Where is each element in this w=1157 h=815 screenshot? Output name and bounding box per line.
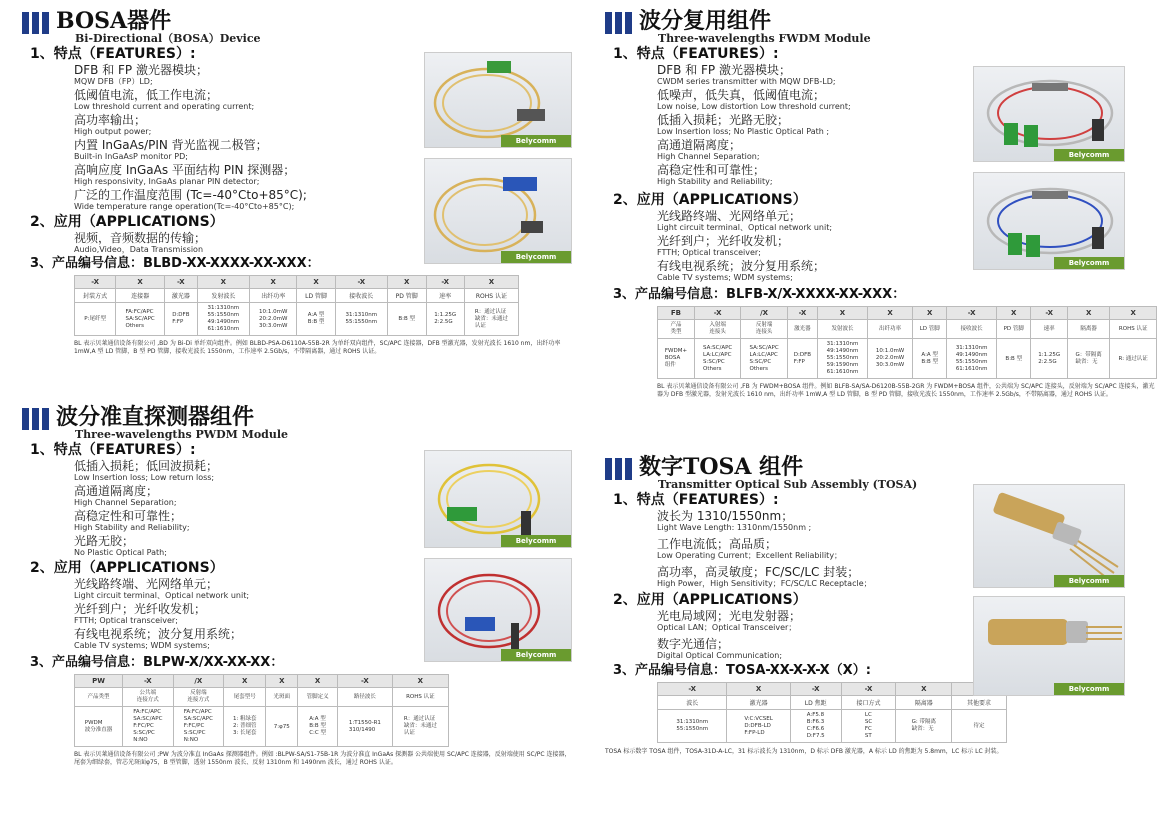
table-value-cell bbox=[694, 339, 740, 379]
table-value-cell bbox=[116, 303, 165, 336]
table-value-cell bbox=[1110, 339, 1157, 379]
table-value-cell bbox=[75, 707, 123, 747]
app-en: Cable TV systems; WDM systems; bbox=[74, 641, 210, 650]
table-value-text: 10:1.0mW 20:2.0mW 30:3.0mW bbox=[875, 348, 905, 368]
table-head-cell: -X bbox=[338, 675, 393, 688]
table-value-text: 31:1310nm 49:1490nm 55:1550nm 61:1610nm bbox=[955, 344, 988, 372]
table-label-cell: 封装方式 bbox=[75, 289, 116, 303]
table-label-cell: PD 管脚 bbox=[387, 289, 426, 303]
table-label-cell bbox=[694, 320, 740, 339]
right-column bbox=[605, 0, 1157, 815]
table-row bbox=[75, 303, 519, 336]
table-head-cell: X bbox=[249, 276, 297, 289]
table-row bbox=[658, 339, 1157, 379]
table-value-cell bbox=[841, 710, 896, 743]
feature-en: CWDM series transmitter with MQW DFB-LD; bbox=[657, 77, 836, 86]
app-en: Digital Optical Communication; bbox=[657, 651, 783, 660]
fiber-coil-icon bbox=[974, 67, 1125, 162]
table-value-text: 1:1.25G 2:2.5G bbox=[1038, 351, 1061, 365]
table-label-text: ROHS 认证 bbox=[1118, 326, 1148, 332]
table-label-cell bbox=[123, 688, 174, 707]
feature-en: High Stability and Reliability; bbox=[657, 177, 773, 186]
table-header-row bbox=[658, 683, 1007, 696]
table-value-text: 10:1.0mW 20:2.0mW 30:3.0mW bbox=[259, 308, 288, 329]
table-head-cell: FB bbox=[658, 307, 695, 320]
table-head-cell: X bbox=[997, 307, 1031, 320]
table-value-text: 31:1310nm 49:1490nm 55:1550nm 59:1590nm 61:1610nm bbox=[826, 341, 859, 375]
feature-cn: DFB 和 FP 激光器模块； bbox=[74, 63, 208, 77]
tosa-apps bbox=[657, 609, 957, 661]
tosa-code-table bbox=[657, 682, 1007, 743]
feature-en: High Stability and Reliability; bbox=[74, 523, 190, 532]
pwdm-subtitle: Three-wavelengths PWDM Module bbox=[75, 428, 289, 441]
feature-en: Light Wave Length: 1310nm/1550nm ; bbox=[657, 523, 812, 532]
feature-en: High responsivity, InGaAs planar PIN detector; bbox=[74, 177, 260, 186]
table-value-cell bbox=[164, 303, 197, 336]
bosa-product-photo-2 bbox=[424, 158, 572, 264]
feature-cn: 波长为 1310/1550nm； bbox=[657, 509, 794, 523]
pwdm-apps-heading: 2、应用（APPLICATIONS） bbox=[30, 560, 224, 576]
table-value-cell bbox=[658, 710, 727, 743]
tosa-device-icon bbox=[974, 597, 1125, 696]
brand-logo: Belycomm bbox=[501, 649, 571, 661]
brand-logo: Belycomm bbox=[1054, 149, 1124, 161]
feature-cn: 低插入损耗；光路无胶； bbox=[657, 113, 790, 127]
table-value-text: FA:FC/APC SA:SC/APC F:FC/PC S:SC/PC N:NO bbox=[133, 709, 163, 743]
table-label-cell bbox=[266, 688, 298, 707]
table-value-cell bbox=[896, 710, 952, 743]
pwdm-note: BL 表示贝莱通信设备有限公司 ;PW 为波分准直 InGaAs 探测器组件。例如 :BLPW-SA/S1-75B-1R 为波分准直 InGaAs 探测器 公共端使用 SC/APC 连接器，反射端使用 SC/PC 连接器，尾套为细绿套，管芯光斑面φ75，B 型管脚，透射 1550nm 波长、反射 1310nm 和 1490nm 波长，通过 ROHS 认证。 bbox=[74, 751, 571, 766]
table-head-cell: X bbox=[913, 307, 947, 320]
table-label-cell bbox=[1031, 320, 1067, 339]
table-head-cell: -X bbox=[164, 276, 197, 289]
fwdm-apps-heading: 2、应用（APPLICATIONS） bbox=[613, 192, 807, 208]
fwdm-title: 波分复用组件 bbox=[639, 8, 772, 34]
tosa-features-heading: 1、特点（FEATURES）: bbox=[613, 492, 779, 508]
table-value-cell bbox=[426, 303, 464, 336]
table-label-text: 反射端 连接头 bbox=[755, 322, 773, 335]
table-value-cell bbox=[298, 707, 338, 747]
tosa-note: TOSA 标示数字 TOSA 组件，TOSA-31D-A-LC，31 标示波长为 1310nm，D 标示 DFB 激光器，A 标示 LD 的焦距为 5.8mm，LC 标示 LC 封装。 bbox=[605, 748, 1003, 755]
table-label-cell: ROHS 认证 bbox=[464, 289, 518, 303]
table-label-cell bbox=[997, 320, 1031, 339]
table-head-cell: X bbox=[197, 276, 249, 289]
bosa-header bbox=[22, 8, 582, 34]
table-label-text: PD 管脚 bbox=[1003, 326, 1024, 332]
table-row bbox=[658, 320, 1157, 339]
title-bars-icon bbox=[605, 458, 632, 480]
table-value-text: R：通过认证 缺省：未通过 认证 bbox=[403, 716, 437, 736]
table-value-cell bbox=[658, 339, 695, 379]
app-en: FTTH; Optical transceiver; bbox=[657, 248, 761, 257]
app-cn: 有线电视系统；波分复用系统； bbox=[657, 259, 826, 273]
table-value-cell bbox=[338, 707, 393, 747]
bosa-features bbox=[74, 63, 374, 212]
table-head-cell: -X bbox=[787, 307, 817, 320]
feature-en: Built-in InGaAsP monitor PD; bbox=[74, 152, 188, 161]
table-value-cell bbox=[867, 339, 912, 379]
table-value-cell bbox=[790, 710, 841, 743]
app-cn: 光纤到户；光纤收发机； bbox=[74, 602, 207, 616]
table-label-text: 路径波长 bbox=[353, 694, 376, 700]
table-value-text: 1: 粗绿套 2: 普细管 3: 长尾套 bbox=[232, 716, 257, 736]
pwdm-title: 波分准直探测器组件 bbox=[56, 404, 255, 430]
pwdm-product-photo-2 bbox=[424, 558, 572, 662]
table-label-cell bbox=[1110, 320, 1157, 339]
feature-cn: 高响应度 InGaAs 平面结构 PIN 探测器； bbox=[74, 163, 296, 177]
table-head-cell: X bbox=[896, 683, 952, 696]
table-value-cell bbox=[387, 303, 426, 336]
table-label-cell: 速率 bbox=[426, 289, 464, 303]
app-en: Light circuit terminal、Optical network unit; bbox=[74, 591, 250, 600]
table-value-cell bbox=[913, 339, 947, 379]
table-head-cell: X bbox=[727, 683, 790, 696]
table-value-cell bbox=[1031, 339, 1067, 379]
app-en: Audio,Video，Data Transmission bbox=[74, 245, 204, 254]
app-cn: 有线电视系统；波分复用系统； bbox=[74, 627, 243, 641]
fwdm-header bbox=[605, 8, 1157, 34]
fiber-coil-icon bbox=[974, 173, 1125, 270]
feature-cn: 高通道隔离度； bbox=[74, 484, 159, 498]
table-label-text: 尾套型号 bbox=[233, 694, 256, 700]
fwdm-product-photo-2 bbox=[973, 172, 1125, 270]
table-head-cell: X bbox=[1110, 307, 1157, 320]
table-label-cell: 出纤功率 bbox=[249, 289, 297, 303]
title-bars-icon bbox=[22, 12, 49, 34]
table-head-cell: /X bbox=[173, 675, 224, 688]
table-head-cell: X bbox=[392, 675, 448, 688]
table-label-text: 产品类型 bbox=[87, 694, 110, 700]
fwdm-code-table bbox=[657, 306, 1157, 379]
app-cn: 数字光通信； bbox=[657, 637, 730, 651]
app-en: Cable TV systems; WDM systems; bbox=[657, 273, 793, 282]
tosa-features bbox=[657, 509, 957, 589]
fwdm-features bbox=[657, 63, 957, 187]
table-value-text: 31:1310nm 55:1550nm bbox=[676, 719, 709, 732]
table-value-cell bbox=[266, 707, 298, 747]
feature-cn: 高功率输出； bbox=[74, 113, 147, 127]
table-label-cell: 连接器 bbox=[116, 289, 165, 303]
brand-logo: Belycomm bbox=[1054, 575, 1124, 587]
table-head-cell: X bbox=[1067, 307, 1109, 320]
feature-cn: 工作电流低；高品质； bbox=[657, 537, 778, 551]
feature-cn: 低阈值电流，低工作电流； bbox=[74, 88, 219, 102]
fiber-coil-icon bbox=[425, 159, 572, 264]
table-label-cell: LD 管脚 bbox=[297, 289, 335, 303]
bosa-features-heading: 1、特点（FEATURES）: bbox=[30, 46, 196, 62]
table-value-cell bbox=[727, 710, 790, 743]
feature-cn: 内置 InGaAs/PIN 背光监视二极管； bbox=[74, 138, 268, 152]
tosa-header bbox=[605, 454, 1157, 480]
app-cn: 视频，音频数据的传输； bbox=[74, 231, 207, 245]
feature-en: Low noise, Low distortion Low threshold current; bbox=[657, 102, 851, 111]
table-value-text: FA:FC/APC SA:SC/APC F:FC/PC S:SC/PC N:NO bbox=[183, 709, 213, 743]
table-label-text: LD 管脚 bbox=[919, 326, 940, 332]
feature-cn: 低噪声，低失真，低阈值电流； bbox=[657, 88, 826, 102]
fwdm-subtitle: Three-wavelengths FWDM Module bbox=[658, 32, 871, 45]
fwdm-apps bbox=[657, 209, 957, 283]
fwdm-features-heading: 1、特点（FEATURES）: bbox=[613, 46, 779, 62]
table-label-text: 出纤功率 bbox=[879, 326, 902, 332]
feature-cn: 高通道隔离度； bbox=[657, 138, 742, 152]
table-label-cell: 激光器 bbox=[727, 696, 790, 710]
brand-logo: Belycomm bbox=[1054, 683, 1124, 695]
feature-cn: 低插入损耗；低回波损耗； bbox=[74, 459, 219, 473]
table-value-cell bbox=[335, 303, 387, 336]
table-value-cell bbox=[787, 339, 817, 379]
table-value-text: 7:φ75 bbox=[273, 723, 290, 730]
table-row bbox=[658, 696, 1007, 710]
table-value-text: A:A 型 B:B 型 bbox=[307, 312, 325, 325]
app-cn: 光线路终端、光网络单元； bbox=[74, 577, 219, 591]
pwdm-header bbox=[22, 404, 582, 430]
table-head-cell: X bbox=[818, 307, 868, 320]
table-label-text: 公共端 连接方式 bbox=[136, 690, 159, 703]
table-label-cell: LD 焦距 bbox=[790, 696, 841, 710]
table-label-text: ROHS 认证 bbox=[406, 694, 435, 700]
fwdm-product-photo-1 bbox=[973, 66, 1125, 162]
table-label-cell bbox=[947, 320, 997, 339]
table-label-text: 产品 类型 bbox=[670, 322, 682, 335]
table-value-text: SA:SC/APC LA:LC/APC S:SC/PC Others bbox=[749, 344, 779, 372]
bosa-apps bbox=[74, 231, 374, 255]
table-value-text: G：带隔离 缺省：无 bbox=[1075, 351, 1102, 365]
table-label-text: 接收波长 bbox=[960, 326, 983, 332]
feature-cn: 高稳定性和可靠性； bbox=[657, 163, 766, 177]
tosa-product-photo-1 bbox=[973, 484, 1125, 588]
table-head-cell: /X bbox=[741, 307, 787, 320]
tosa-title: 数字TOSA 组件 bbox=[639, 454, 804, 480]
feature-en: Wide temperature range operation(Tc=-40°Cto+85°C); bbox=[74, 202, 295, 211]
table-head-cell: -X bbox=[123, 675, 174, 688]
table-value-text: V:C:VCSEL D:DFB-LD F:FP-LD bbox=[744, 715, 773, 736]
feature-cn: 高功率，高灵敏度；FC/SC/LC 封装； bbox=[657, 565, 860, 579]
table-value-text: PWDM 波分准直器 bbox=[84, 719, 113, 733]
table-label-cell bbox=[867, 320, 912, 339]
pwdm-features-heading: 1、特点（FEATURES）: bbox=[30, 442, 196, 458]
table-label-cell bbox=[338, 688, 393, 707]
table-value-cell bbox=[224, 707, 266, 747]
table-value-cell bbox=[818, 339, 868, 379]
feature-en: MQW DFB（FP）LD; bbox=[74, 77, 153, 86]
feature-cn: 广泛的工作温度范围 (Tc=-40°Cto+85°C); bbox=[74, 188, 307, 202]
feature-en: Low threshold current and operating current; bbox=[74, 102, 255, 111]
bosa-apps-heading: 2、应用（APPLICATIONS） bbox=[30, 214, 224, 230]
fiber-coil-icon bbox=[425, 559, 572, 662]
table-label-cell: 接收波长 bbox=[335, 289, 387, 303]
table-label-cell: 接口方式 bbox=[841, 696, 896, 710]
feature-cn: 光路无胶； bbox=[74, 534, 135, 548]
app-en: Optical LAN；Optical Transceiver； bbox=[657, 623, 797, 632]
fiber-coil-icon bbox=[425, 53, 572, 148]
app-cn: 光电局域网；光电发射器； bbox=[657, 609, 802, 623]
table-label-cell bbox=[392, 688, 448, 707]
table-value-cell bbox=[173, 707, 224, 747]
table-label-cell: 波长 bbox=[658, 696, 727, 710]
table-value-text: A:A 型 B:B 型 bbox=[921, 351, 939, 365]
table-value-text: G: 带隔离 缺省：无 bbox=[911, 719, 936, 732]
table-value-text: D:DFB F:FP bbox=[793, 351, 812, 365]
table-head-cell: X bbox=[297, 276, 335, 289]
tosa-code-heading: 3、产品编号信息：TOSA-XX-X-X-X（X）: bbox=[613, 663, 871, 678]
tosa-subtitle: Transmitter Optical Sub Assembly (TOSA) bbox=[658, 478, 918, 491]
app-en: FTTH; Optical transceiver; bbox=[74, 616, 178, 625]
app-cn: 光纤到户；光纤收发机； bbox=[657, 234, 790, 248]
brand-logo: Belycomm bbox=[501, 251, 571, 263]
table-value-text: FA:FC/APC SA:SC/APC Others bbox=[125, 308, 155, 329]
table-label-cell: 隔离器 bbox=[896, 696, 952, 710]
table-value-cell bbox=[1067, 339, 1109, 379]
table-row bbox=[75, 688, 449, 707]
table-header-row bbox=[75, 675, 449, 688]
table-row bbox=[658, 710, 1007, 743]
pwdm-features bbox=[74, 459, 374, 558]
feature-en: Low Insertion loss; No Plastic Optical Path ; bbox=[657, 127, 830, 136]
bosa-product-photo-1 bbox=[424, 52, 572, 148]
table-value-cell bbox=[197, 303, 249, 336]
table-label-cell bbox=[298, 688, 338, 707]
table-row bbox=[75, 707, 449, 747]
table-value-text: FWDM+ BOSA 组件 bbox=[664, 348, 688, 368]
bosa-code-table bbox=[74, 275, 519, 336]
table-header-row bbox=[75, 276, 519, 289]
table-value-text: 待定 bbox=[973, 723, 985, 729]
table-value-cell bbox=[123, 707, 174, 747]
table-head-cell: X bbox=[266, 675, 298, 688]
feature-en: High Power，High Sensitivity；FC/SC/LC Receptacle； bbox=[657, 579, 872, 588]
table-head-cell: X bbox=[116, 276, 165, 289]
table-value-text: R：通过认证 缺省：未通过 认证 bbox=[474, 308, 508, 329]
table-head-cell: X bbox=[464, 276, 518, 289]
table-label-cell: 其他要求 bbox=[952, 696, 1007, 710]
table-value-cell bbox=[464, 303, 518, 336]
bosa-code-heading: 3、产品编号信息：BLBD-XX-XXXX-XX-XXX： bbox=[30, 256, 320, 271]
table-header-row bbox=[658, 307, 1157, 320]
table-label-text: 光斑面 bbox=[273, 694, 291, 700]
fiber-coil-icon bbox=[425, 451, 572, 548]
table-value-cell bbox=[249, 303, 297, 336]
table-label-cell bbox=[741, 320, 787, 339]
feature-cn: 高稳定性和可靠性； bbox=[74, 509, 183, 523]
app-cn: 光线路终端、光网络单元； bbox=[657, 209, 802, 223]
feature-en: High Channel Separation; bbox=[74, 498, 177, 507]
fwdm-note: BL 表示贝莱通信设备有限公司 ,FB 为 FWDM+BOSA 组件。例如 BLFB-SA/SA-D6120B-55B-2GR 为 FWDM+BOSA 组件，公共端为 SC/APC 连接头，反射端为 SC/APC 连接头，激光器为 DFB 型激光器，发射光波长 1610 nm，出纤功率 1mW,A 型 LD 管脚，B 型 PD 管脚，接收光波长 1550nm，工作速率 2.5Gb/s，不带隔离器，通过 ROHS 认证。 bbox=[657, 383, 1155, 398]
table-label-text: 管脚定义 bbox=[306, 694, 329, 700]
feature-en: High Channel Separation; bbox=[657, 152, 760, 161]
table-value-text: P:尾纤型 bbox=[84, 316, 106, 322]
table-label-text: 隔离器 bbox=[1080, 326, 1097, 332]
table-head-cell: -X bbox=[790, 683, 841, 696]
table-label-cell: 激光器 bbox=[164, 289, 197, 303]
bosa-note: BL 表示贝莱通信设备有限公司 ,BD 为 Bi-Di 单纤双向组件。例如 BLBD-PSA-D6110A-55B-2R 为单纤双向组件，SC/APC 连接器，DFB 型激光器，发射光波长 1610 nm，出纤功率 1mW,A 型 LD 管脚，B 型 PD 管脚，接收光波长 1550nm，工作速率 2.5Gb/s，不带隔离器，通过 ROHS 认证。 bbox=[74, 340, 561, 355]
table-value-cell bbox=[392, 707, 448, 747]
table-head-cell: -X bbox=[694, 307, 740, 320]
table-value-text: SA:SC/APC LA:LC/APC S:SC/PC Others bbox=[703, 344, 733, 372]
table-label-text: 激光器 bbox=[794, 326, 811, 332]
table-value-text: LC SC FC ST bbox=[864, 712, 873, 739]
tosa-apps-heading: 2、应用（APPLICATIONS） bbox=[613, 592, 807, 608]
table-value-text: 31:1310nm 55:1550nm bbox=[345, 312, 378, 325]
table-value-text: A:F5.8 B:F6.3 C:F6.6 D:F7.5 bbox=[806, 712, 825, 739]
table-label-cell bbox=[658, 320, 695, 339]
table-head-cell: -X bbox=[947, 307, 997, 320]
table-row bbox=[75, 289, 519, 303]
table-value-text: 1:1.25G 2:2.5G bbox=[434, 312, 457, 325]
table-value-text: 1:T1550-R1 310/1490 bbox=[348, 719, 381, 733]
table-head-cell: X bbox=[298, 675, 338, 688]
table-head-cell: X bbox=[867, 307, 912, 320]
table-value-text: A:A 型 B:B 型 C:C 型 bbox=[309, 716, 327, 736]
pwdm-apps bbox=[74, 577, 374, 651]
feature-en: High output power; bbox=[74, 127, 152, 136]
table-head-cell: X bbox=[224, 675, 266, 688]
pwdm-code-heading: 3、产品编号信息：BLPW-X/XX-XX-XX： bbox=[30, 655, 284, 670]
brand-logo: Belycomm bbox=[501, 135, 571, 147]
table-label-text: 入射端 连接头 bbox=[709, 322, 726, 335]
feature-cn: DFB 和 FP 激光器模块； bbox=[657, 63, 791, 77]
table-head-cell: X bbox=[387, 276, 426, 289]
table-value-text: D:DFB F:FP bbox=[172, 312, 190, 325]
bosa-subtitle: Bi-Directional（BOSA）Device bbox=[75, 32, 261, 45]
table-head-cell: -X bbox=[426, 276, 464, 289]
table-head-cell: -X bbox=[1031, 307, 1067, 320]
table-value-cell bbox=[947, 339, 997, 379]
table-label-cell bbox=[1067, 320, 1109, 339]
pwdm-product-photo-1 bbox=[424, 450, 572, 548]
feature-en: Low Insertion loss; Low return loss; bbox=[74, 473, 215, 482]
table-label-cell bbox=[913, 320, 947, 339]
table-label-cell bbox=[75, 688, 123, 707]
table-label-cell bbox=[818, 320, 868, 339]
table-label-cell bbox=[224, 688, 266, 707]
table-label-cell bbox=[173, 688, 224, 707]
table-value-cell bbox=[741, 339, 787, 379]
left-column bbox=[22, 0, 582, 815]
feature-en: Low Operating Current；Excellent Reliability； bbox=[657, 551, 843, 560]
table-head-cell: -X bbox=[335, 276, 387, 289]
bosa-title: BOSA器件 bbox=[56, 8, 172, 34]
table-value-cell bbox=[997, 339, 1031, 379]
table-value-text: B:B 型 bbox=[1005, 355, 1023, 362]
table-label-cell: 发射波长 bbox=[197, 289, 249, 303]
tosa-product-photo-2 bbox=[973, 596, 1125, 696]
title-bars-icon bbox=[605, 12, 632, 34]
table-value-text: R: 通过认证 bbox=[1118, 355, 1148, 362]
title-bars-icon bbox=[22, 408, 49, 430]
table-label-text: 反射端 连接方式 bbox=[187, 690, 210, 703]
table-label-text: 速率 bbox=[1043, 326, 1055, 332]
table-head-cell: -X bbox=[658, 683, 727, 696]
brand-logo: Belycomm bbox=[1054, 257, 1124, 269]
table-label-cell bbox=[787, 320, 817, 339]
table-head-cell: PW bbox=[75, 675, 123, 688]
table-label-text: 发射波长 bbox=[831, 326, 854, 332]
fwdm-code-heading: 3、产品编号信息：BLFB-X/X-XXXX-XX-XXX： bbox=[613, 287, 906, 302]
table-value-cell bbox=[952, 710, 1007, 743]
app-en: Light circuit terminal、Optical network unit; bbox=[657, 223, 833, 232]
brand-logo: Belycomm bbox=[501, 535, 571, 547]
feature-en: No Plastic Optical Path; bbox=[74, 548, 167, 557]
table-head-cell: -X bbox=[75, 276, 116, 289]
table-value-cell bbox=[75, 303, 116, 336]
table-head-cell: -X bbox=[841, 683, 896, 696]
tosa-device-icon bbox=[974, 485, 1125, 588]
pwdm-code-table bbox=[74, 674, 449, 747]
table-value-text: B:B 型 bbox=[398, 316, 416, 322]
table-value-text: 31:1310nm 55:1550nm 49:1490nm 61:1610nm bbox=[207, 305, 240, 332]
table-value-cell bbox=[297, 303, 335, 336]
